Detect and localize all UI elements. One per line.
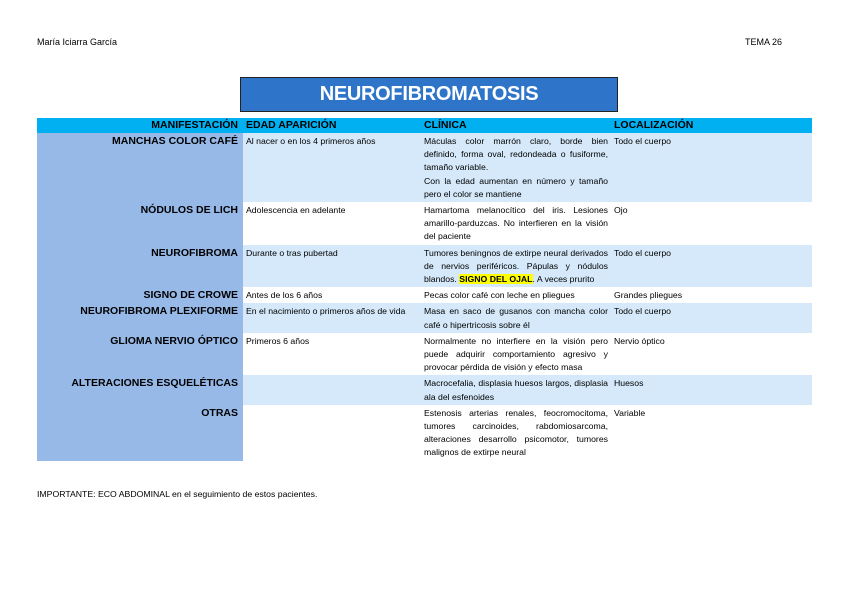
location-cell: Todo el cuerpo (611, 245, 812, 288)
author-name: María Iciarra García (37, 37, 118, 47)
column-header-age: EDAD APARICIÓN (243, 118, 421, 133)
clinic-cell: Normalmente no interfiere en la visión pero puede adquirir comportamiento agresivo y provocar pérdida de visión y efecto masa (421, 333, 611, 376)
table-row (37, 405, 812, 461)
age-cell: En el nacimiento o primeros años de vida (243, 303, 421, 332)
location-cell: Todo el cuerpo (611, 133, 812, 202)
age-cell: Durante o tras pubertad (243, 245, 421, 288)
clinic-cell: Macrocefalia, displasia huesos largos, displasia ala del esfenoides (421, 375, 611, 404)
table-row (37, 375, 812, 404)
manifestation-cell: MANCHAS COLOR CAFÉ (37, 133, 243, 202)
location-cell: Todo el cuerpo (611, 303, 812, 332)
table-row (37, 333, 812, 376)
topic-label: TEMA 26 (745, 37, 783, 47)
location-cell: Nervio óptico (611, 333, 812, 376)
manifestation-cell: SIGNO DE CROWE (37, 287, 243, 303)
clinic-cell: Pecas color café con leche en pliegues (421, 287, 611, 303)
table-row (37, 245, 812, 288)
location-cell: Variable (611, 405, 812, 461)
neurofibromatosis-table (37, 118, 812, 461)
clinic-text: Máculas color marrón claro, borde bien definido, forma oval, redondeada o fusiforme, tamaño variable. (424, 136, 608, 173)
clinic-text-2: Con la edad aumentan en número y tamaño pero el color se mantiene (424, 175, 608, 199)
table-row (37, 303, 812, 332)
manifestation-cell: NEUROFIBROMA PLEXIFORME (37, 303, 243, 332)
clinic-cell: Masa en saco de gusanos con mancha color café o hipertricosis sobre él (421, 303, 611, 332)
table-row (37, 202, 812, 245)
table-header-row (37, 118, 812, 133)
age-cell: Antes de los 6 años (243, 287, 421, 303)
page-title: NEUROFIBROMATOSIS (240, 77, 618, 112)
age-cell: Primeros 6 años (243, 333, 421, 376)
column-header-location: LOCALIZACIÓN (611, 118, 812, 133)
clinic-cell: Hamartoma melanocítico del iris. Lesiones amarillo-parduzcas. No interfieren en la visión del paciente (421, 202, 611, 245)
manifestation-cell: OTRAS (37, 405, 243, 461)
age-cell: Al nacer o en los 4 primeros años (243, 133, 421, 202)
column-header-clinic: CLÍNICA (421, 118, 611, 133)
manifestation-cell: ALTERACIONES ESQUELÉTICAS (37, 375, 243, 404)
age-cell: Adolescencia en adelante (243, 202, 421, 245)
location-cell: Ojo (611, 202, 812, 245)
highlighted-sign: SIGNO DEL OJAL (459, 274, 533, 285)
location-cell: Grandes pliegues (611, 287, 812, 303)
location-cell: Huesos (611, 375, 812, 404)
important-note: IMPORTANTE: ECO ABDOMINAL en el seguimiento de estos pacientes. (37, 489, 318, 499)
clinic-text: Tumores beningnos de extirpe neural derivados de nervios periféricos. Pápulas y nódulos blandos. (424, 247, 608, 285)
manifestation-cell: NÓDULOS DE LICH (37, 202, 243, 245)
column-header-manifestation: MANIFESTACIÓN (37, 118, 243, 133)
table-row (37, 287, 812, 303)
manifestation-cell: NEUROFIBROMA (37, 245, 243, 288)
clinic-text-tail: . A veces prurito (532, 274, 595, 285)
clinic-cell: Estenosis arterias renales, feocromocitoma, tumores carcinoides, rabdomiosarcoma, alteraciones desarrollo psicomotor, tumores malignos de extirpe neural (421, 405, 611, 461)
age-cell (243, 375, 421, 404)
clinic-cell (421, 133, 611, 202)
age-cell (243, 405, 421, 461)
table-row (37, 133, 812, 202)
clinic-cell (421, 245, 611, 288)
manifestation-cell: GLIOMA NERVIO ÓPTICO (37, 333, 243, 376)
